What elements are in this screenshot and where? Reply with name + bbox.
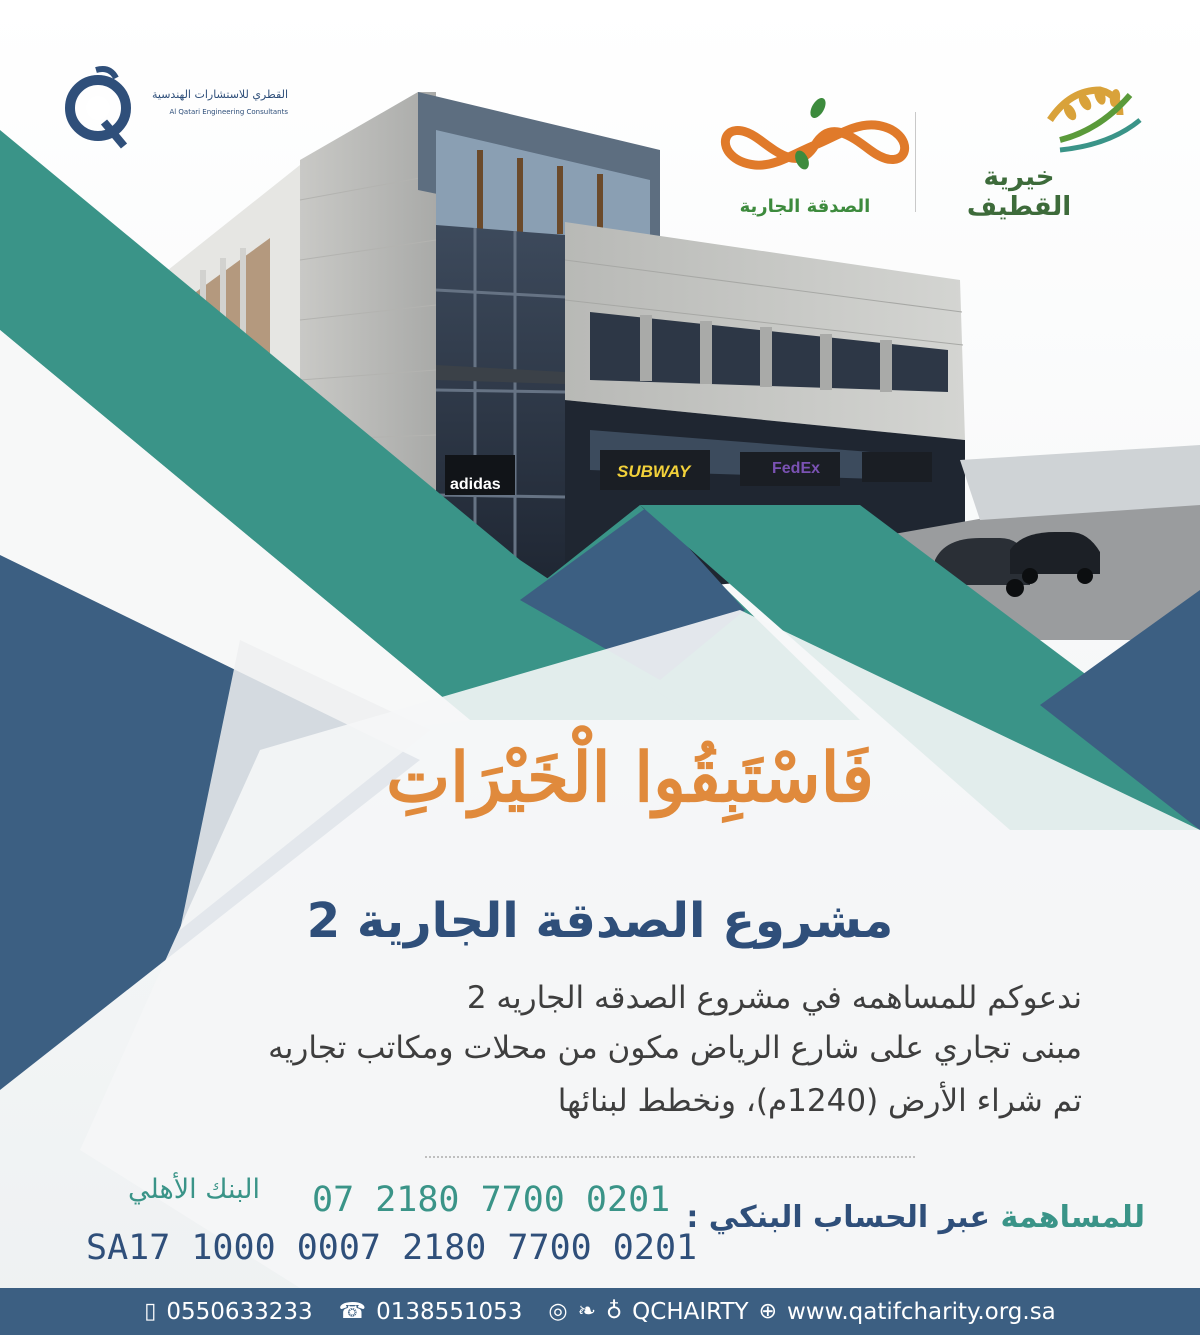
contribute-label (680, 1200, 1145, 1235)
dotted-divider (425, 1156, 915, 1158)
slogan-calligraphy: فَاسْتَبِقُوا الْخَيْرَاتِ (386, 738, 874, 818)
iban-number: SA17 1000 0007 2180 7700 0201 (86, 1228, 698, 1268)
footer-website[interactable]: www.qatifcharity.org.sa (787, 1298, 1056, 1325)
qatif-logo-name: خيرية القطيف (966, 162, 1072, 222)
contribute-suffix: عبر الحساب البنكي : (686, 1200, 991, 1235)
project-title: مشروع الصدقة الجارية 2 (306, 893, 894, 949)
globe-icon: ⊕ (758, 1299, 777, 1324)
instagram-icon: ◎ (548, 1299, 568, 1324)
footer-phone: 0138551053 (376, 1298, 523, 1325)
description-line: تم شراء الأرض (1240م)، ونخطط لبنائها (557, 1083, 1082, 1119)
footer-mobile: 0550633233 (166, 1298, 313, 1325)
twitter-icon: ❧ (577, 1299, 597, 1324)
shop-sign-fedex: FedEx (772, 460, 821, 477)
shop-sign-adidas: adidas (450, 476, 501, 493)
shop-sign-subway: SUBWAY (617, 462, 691, 481)
footer-social-handle: QCHAIRTY (632, 1298, 749, 1325)
mobile-icon: ▯ (144, 1299, 157, 1324)
account-number: 07 2180 7700 0201 (312, 1180, 671, 1220)
logo-divider (915, 112, 916, 212)
description-line: مبنى تجاري على شارع الرياض مكون من محلات ومكاتب تجاريه (268, 1030, 1082, 1066)
sadaqa-logo-name: الصدقة الجارية (739, 196, 871, 217)
contribute-prefix: للمساهمة (1000, 1200, 1145, 1235)
footer-contacts (0, 1288, 1200, 1335)
qatari-logo-name-ar: القطري للاستشارات الهندسية (151, 88, 288, 101)
snapchat-icon: ♁ (606, 1299, 623, 1324)
qatari-logo-name-en: Al Qatari Engineering Consultants (169, 108, 288, 116)
description-line: ندعوكم للمساهمه في مشروع الصدقه الجاريه 2 (466, 980, 1082, 1016)
phone-icon: ☎ (338, 1299, 367, 1324)
bank-name: البنك الأهلي (128, 1174, 260, 1205)
